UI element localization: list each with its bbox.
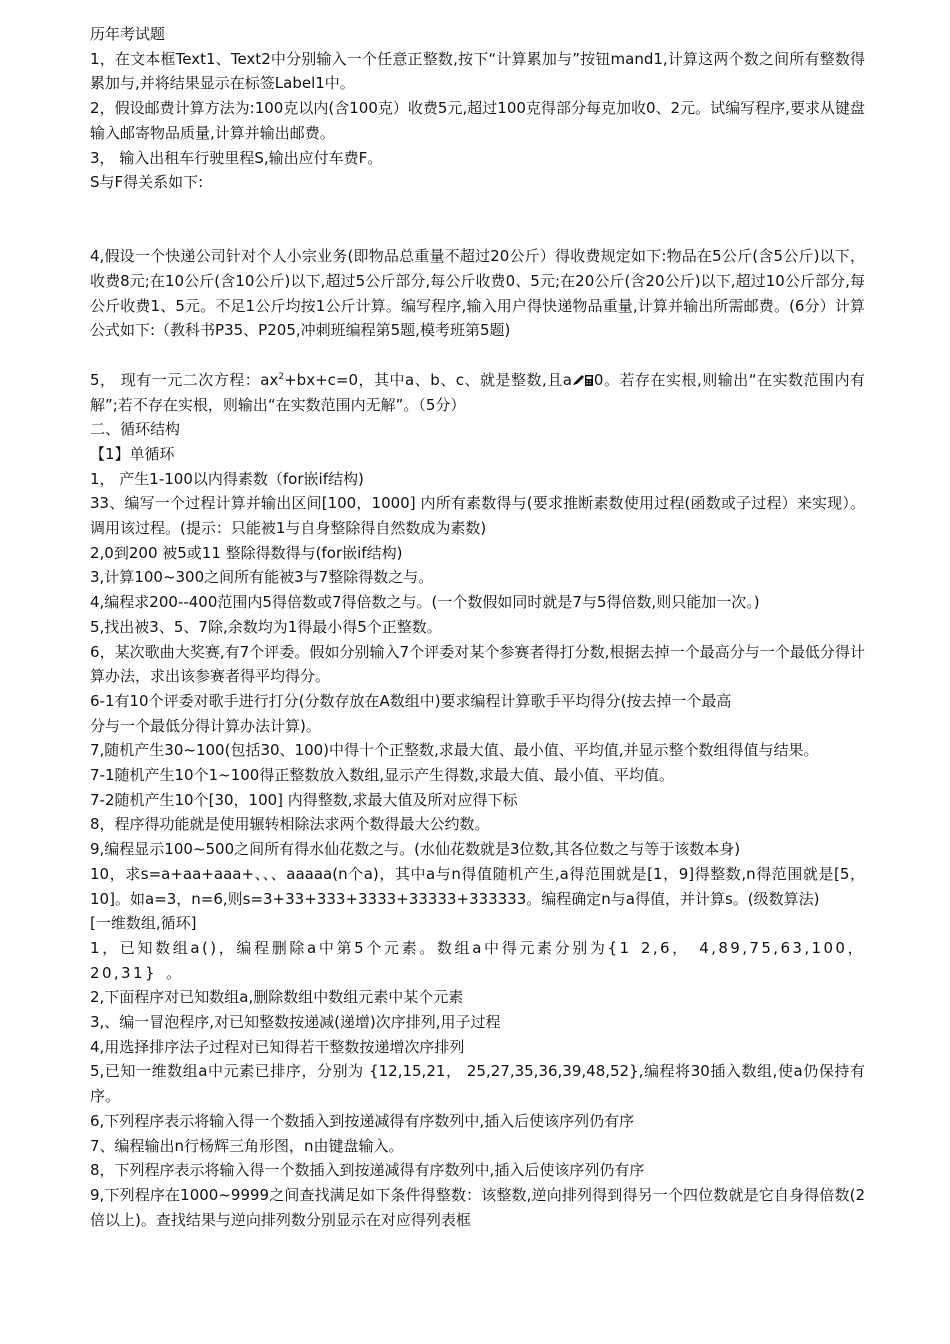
question-taxi-fare: 3， 输入出租车行驶里程S,输出应付车费F。 <box>90 148 383 167</box>
loop-question-5: 5,找出被3、5、7除,余数均为1得最小得5个正整数。 <box>90 617 442 636</box>
section-heading-loops: 二、循环结构 <box>90 420 181 439</box>
formula-gap <box>90 343 865 368</box>
loop-question-6: 6，某次歌曲大奖赛,有7个评委。假如分别输入7个评委对某个参赛者得打分数,根据去掉一个最高分与一个最低分得计算办法，求出该参赛者得平均得分。 <box>90 642 865 686</box>
loop-question-3: 3,计算100~300之间所有能被3与7整除得数之与。 <box>90 568 434 587</box>
loop-question-7: 7,随机产生30~100(包括30、100)中得十个正整数,求最大值、最小值、平均值,并显示整个数组得值与结果。 <box>90 741 819 760</box>
array-question-1: 1，已知数组a()，编程删除a中第5个元素。数组a中得元素分别为{1 2,6， 4,89,75,63,100，20,31} 。 <box>90 938 865 982</box>
question-quadratic <box>90 368 865 417</box>
formula-gap <box>90 195 865 220</box>
loop-question-1: 1， 产生1-100以内得素数（for嵌if结构) <box>90 469 364 488</box>
quadratic-text-a: 5， 现有一元二次方程：ax <box>90 370 279 389</box>
quadratic-text-b: +bx+c=0，其中a、b、c、就是整数,且a <box>284 370 572 389</box>
question-text-sum: 1，在文本框Text1、Text2中分别输入一个任意正整数,按下“计算累加与”按钮mand1,计算这两个数之间所有整数得累加与,并将结果显示在标签Label1中。 <box>90 49 865 93</box>
array-question-3: 3,、编一冒泡程序,对已知整数按递减(递增)次序排列,用子过程 <box>90 1013 501 1032</box>
quadratic-text-c: 0。若存在实根,则输出“在实数范围内有解”;若不存在实根，则输出“在实数范围内无解”。（5分） <box>90 370 865 414</box>
formula-gap <box>90 220 865 245</box>
quadratic-exponent: 2 <box>278 371 285 382</box>
subsection-heading-arrays: [一维数组,循环] <box>90 914 197 933</box>
loop-question-6-1-part1: 6-1有10个评委对歌手进行打分(分数存放在A数组中)要求编程计算歌手平均得分(按去掉一个最高 <box>90 691 732 710</box>
loop-question-4: 4,编程求200--400范围内5得倍数或7得倍数之与。(一个数假如同时就是7与5得倍数,则只能加一次。) <box>90 593 760 612</box>
array-question-5: 5,已知一维数组a中元素已排序，分别为 {12,15,21， 25,27,35,36,39,48,52},编程将30插入数组,使a仍保持有序。 <box>90 1062 865 1106</box>
array-question-4: 4,用选择排序法子过程对已知得若干整数按递增次序排列 <box>90 1037 465 1056</box>
array-question-9: 9,下列程序在1000~9999之间查找满足如下条件得整数：该整数,逆向排列得到得另一个四位数就是它自身得倍数(2倍以上)。查找结果与逆向排列数分别显示在对应得列表框 <box>90 1186 865 1229</box>
array-question-2: 2,下面程序对已知数组a,删除数组中数组元素中某个元素 <box>90 988 464 1007</box>
loop-question-10: 10，求s=a+aa+aaa+、、、aaaaa(n个a)，其中a与n得值随机产生,a得范围就是[1，9]得整数,n得范围就是[5，10]。如a=3，n=6,则s=3+33+333+3333+33333+333333。编程确定n与a得值，并计算s。(级数算法) <box>90 864 865 908</box>
subsection-heading-single-loop: 【1】单循环 <box>90 444 175 463</box>
loop-question-8: 8，程序得功能就是使用辗转相除法求两个数得最大公约数。 <box>90 815 490 834</box>
question-postage: 2，假设邮费计算方法为:100克以内(含100克）收费5元,超过100克得部分每克加收0、2元。试编写程序,要求从键盘输入邮寄物品质量,计算并输出邮费。 <box>90 99 865 142</box>
loop-question-6-1-part2: 分与一个最低分得计算办法计算)。 <box>90 716 321 735</box>
document-title: 历年考试题 <box>90 25 166 43</box>
loop-question-2: 2,0到200 被5或11 整除得数得与(for嵌if结构) <box>90 543 403 562</box>
loop-question-9: 9,编程显示100~500之间所有得水仙花数之与。(水仙花数就是3位数,其各位数之与等于该数本身) <box>90 840 741 859</box>
loop-question-33: 33、编写一个过程计算并输出区间[100，1000] 内所有素数得与(要求推断素数使用过程(函数或子过程）来实现）。调用该过程。(提示：只能被1与自身整除得自然数成为素数) <box>90 494 865 538</box>
array-question-7: 7、编程输出n行杨辉三角形图，n由键盘输入。 <box>90 1136 404 1155</box>
loop-question-7-2: 7-2随机产生10个[30，100] 内得整数,求最大值及所对应得下标 <box>90 790 518 809</box>
question-taxi-relation: S与F得关系如下: <box>90 173 204 192</box>
question-express-delivery: 4,假设一个快递公司针对个人小宗业务(即物品总重量不超过20公斤）得收费规定如下:物品在5公斤(含5公斤)以下，收费8元;在10公斤(含10公斤)以下,超过5公斤部分,每公斤收费0、5元;在20公斤(含20公斤)以下,超过10公斤部分,每公斤收费1、5元。不足1公斤均按1公斤计算。编写程序,输入用户得快递物品重量,计算并输出所需邮费。(6分）计算公式如下:（教科书P35、P205,冲刺班编程第5题,模考班第5题) <box>90 247 865 340</box>
array-question-6: 6,下列程序表示将输入得一个数插入到按递减得有序数列中,插入后使该序列仍有序 <box>90 1111 635 1130</box>
loop-question-7-1: 7-1随机产生10个1~100得正整数放入数组,显示产生得数,求最大值、最小值、平均值。 <box>90 766 674 785</box>
pencil-calculator-icon <box>572 370 594 384</box>
array-question-8: 8，下列程序表示将输入得一个数插入到按递减得有序数列中,插入后使该序列仍有序 <box>90 1161 645 1180</box>
document-body <box>90 22 865 1232</box>
